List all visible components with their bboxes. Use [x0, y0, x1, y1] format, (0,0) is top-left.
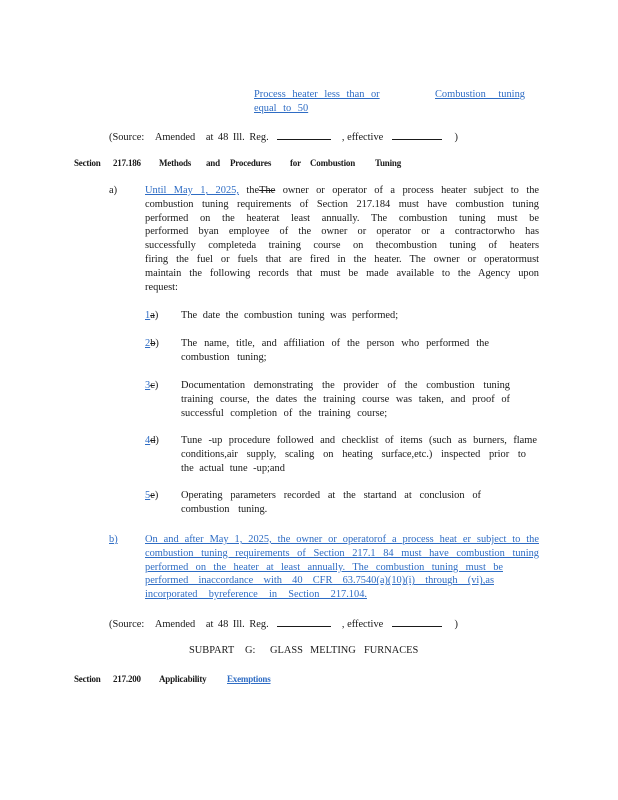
item-line: combustion tuning. [181, 503, 268, 515]
source-note-1 [109, 129, 458, 145]
para-a-line: combustion tuning requirements of Section 217.184 must have combustion tuning [145, 198, 539, 210]
item-line: successful completion of the training course; [181, 407, 388, 419]
section-title-word: Procedures [230, 158, 272, 168]
para-b-line: On and after May 1, 2025, the owner or operatorof a process heat er subject to the [145, 534, 539, 545]
item-line: The date the combustion tuning was performed; [181, 310, 399, 321]
item-line: Tune -up procedure followed and checklist of items (such as burners, flame [181, 435, 537, 446]
source-prefix: (Source: [109, 619, 145, 630]
section-title-word: and [206, 158, 220, 168]
para-a-line: successfully completeda training course on thecombustion tuning of heaters [145, 240, 539, 252]
item-line: Documentation demonstrating the provider of the combustion tuning [181, 380, 510, 391]
item-body [181, 309, 405, 323]
para-a-line: firing the fuel or fuels that are fired in the heater. The owner or operatormust [145, 253, 539, 265]
para-a-marker: a) [109, 185, 118, 196]
table-cell-left-line1: Process heater less than or [254, 89, 380, 100]
para-a-line: maintain the following records that must be made available to the Agency upon [145, 267, 539, 279]
inserted-text: Until May 1, 2025, [145, 185, 239, 196]
subpart-word: G: [245, 645, 256, 656]
table-cell-right: Combustion tuning [435, 89, 525, 100]
item-line: conditions,air supply, scaling on heating surface,etc.) inspected prior to [181, 448, 526, 460]
para-a-line: performed on the heaterat least annually. The combustion tuning must be [145, 212, 539, 224]
item-line: Operating parameters recorded at the startand at conclusion of [181, 490, 481, 501]
para-b-line: incorporated byreference in Section 217.104. [145, 589, 367, 601]
para-a-line: performed byan employee of the owner or operator or a contractorwho has [145, 226, 539, 238]
source-reg: at 48 Ill. Reg. [205, 132, 269, 143]
item-body [181, 337, 489, 365]
section-label: Section [74, 158, 101, 168]
item-number: 4d) [145, 435, 159, 446]
source-note-2 [109, 616, 458, 632]
section-title-word: Tuning [375, 158, 401, 168]
section-title: Applicability [159, 674, 207, 684]
section-number: 217.200 [113, 674, 141, 684]
source-prefix: (Source: [109, 132, 145, 143]
source-reg: at 48 Ill. Reg. [205, 619, 269, 630]
reg-blank [277, 616, 331, 627]
para-b-line: combustion tuning requirements of Section 217.1 84 must have combustion tuning [145, 547, 539, 559]
source-close: ) [454, 132, 458, 143]
table-cell-left-line2: equal to 50 [254, 103, 309, 114]
reg-blank [277, 129, 331, 140]
deleted-text: The [259, 185, 276, 196]
effective-blank [392, 616, 442, 627]
item-number: 2b) [145, 338, 159, 349]
item-number: 1a) [145, 310, 159, 321]
para-a-line [145, 184, 539, 198]
para-b [145, 533, 539, 602]
source-close: ) [454, 619, 458, 630]
subpart-word: MELTING [310, 645, 356, 656]
text: owner or operator of a process heater subject to the [275, 185, 539, 196]
item-line: training course, the dates the training course was taken, and proof of [181, 393, 510, 405]
para-b-marker: b) [109, 534, 118, 545]
item-line: The name, title, and affiliation of the person who performed the [181, 338, 489, 349]
para-b-line: performed inaccordance with 40 CFR 63.7540(a)(10)(i) through (vi),as [145, 575, 494, 587]
item-body [181, 434, 537, 475]
source-amended: Amended [154, 132, 196, 143]
section-title-word: for [290, 158, 301, 168]
item-number: 5e) [145, 490, 159, 501]
source-effective: , effective [341, 619, 384, 630]
subpart-word: SUBPART [189, 645, 235, 656]
subpart-word: GLASS [270, 645, 303, 656]
item-number: 3c) [145, 380, 159, 391]
source-effective: , effective [341, 132, 384, 143]
para-a-line: request: [145, 281, 178, 293]
item-body [181, 379, 510, 420]
para-b-line: performed on the heater at least annually. The combustion tuning must be [145, 561, 503, 573]
section-title-word: Combustion [310, 158, 356, 168]
effective-blank [392, 129, 442, 140]
text: the [238, 185, 260, 196]
item-body [181, 489, 481, 517]
section-label: Section [74, 674, 101, 684]
para-a [145, 184, 539, 294]
subpart-word: FURNACES [364, 645, 419, 656]
item-line: combustion tuning; [181, 351, 267, 363]
section-title-inserted: Exemptions [227, 674, 271, 684]
source-amended: Amended [154, 619, 196, 630]
section-title-word: Methods [159, 158, 192, 168]
section-number: 217.186 [113, 158, 141, 168]
item-line: the actual tune -up;and [181, 462, 285, 474]
